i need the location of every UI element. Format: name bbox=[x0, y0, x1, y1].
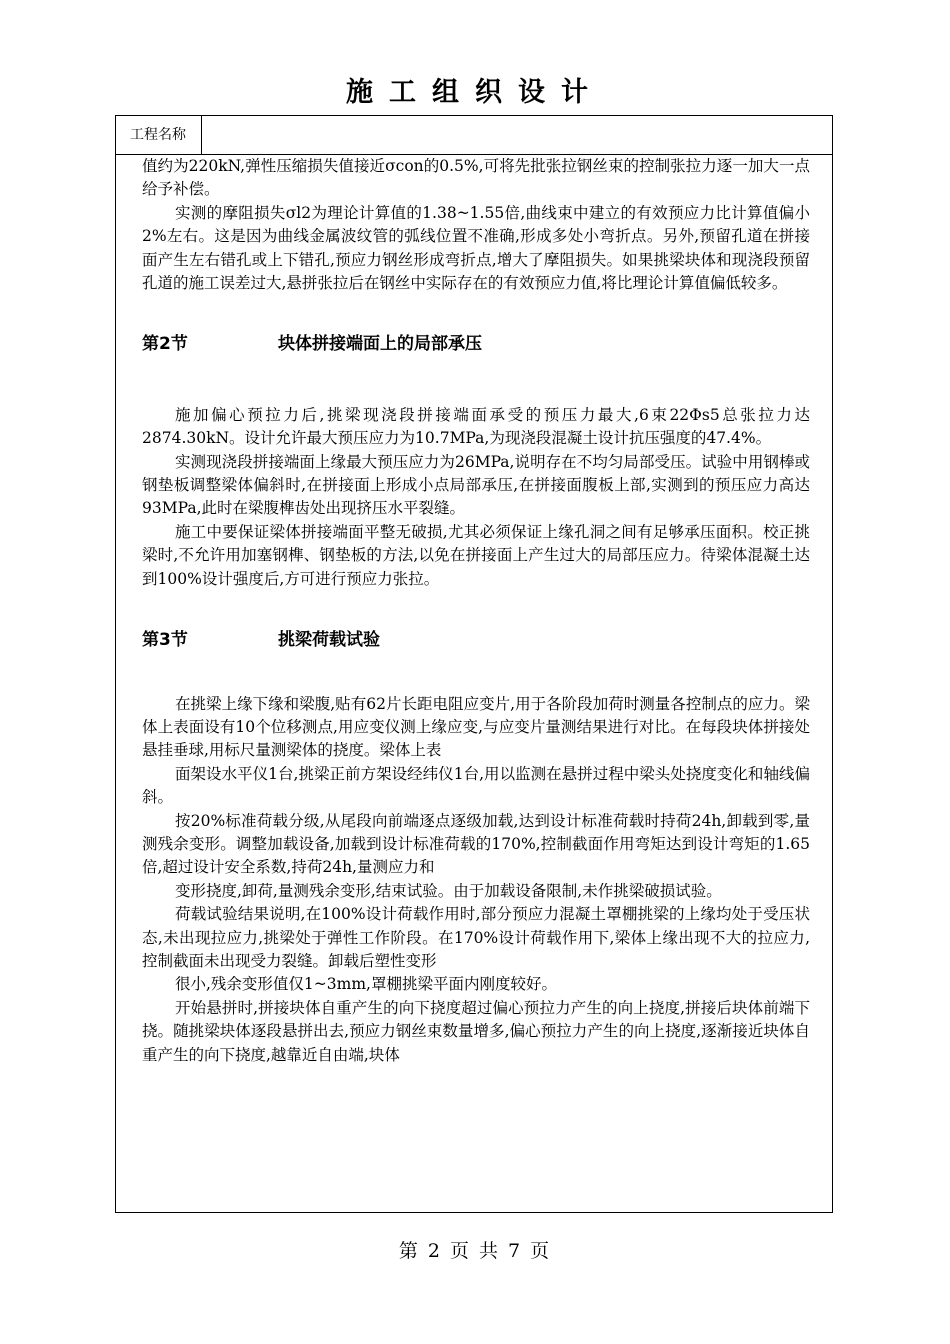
section-heading bbox=[142, 333, 810, 356]
paragraph: 值约为220kN,弹性压缩损失值接近σcon的0.5%,可将先批张拉钢丝束的控制张拉力逐一加大一点给予补偿。 bbox=[142, 157, 810, 199]
document-frame bbox=[115, 115, 833, 1213]
paragraph: 在挑梁上缘下缘和梁腹,贴有62片长距电阻应变片,用于各阶段加荷时测量各控制点的应力。梁体上表面设有10个位移测点,用应变仪测上缘应变,与应变片量测结果进行对比。在每段块体拼接处悬挂垂球,用标尺量测梁体的挠度。梁体上表 bbox=[142, 694, 810, 760]
paragraph: 面架设水平仪1台,挑梁正前方架设经纬仪1台,用以监测在悬拼过程中梁头处挠度变化和轴线偏斜。 bbox=[142, 764, 810, 807]
page-number: 第 2 页 共 7 页 bbox=[398, 1240, 552, 1262]
project-name-value bbox=[202, 116, 832, 154]
paragraph: 荷载试验结果说明,在100%设计荷载作用时,部分预应力混凝土罩棚挑梁的上缘均处于受压状态,未出现拉应力,挑梁处于弹性工作阶段。在170%设计荷载作用下,梁体上缘出现不大的拉应力,控制截面未出现受力裂缝。卸载后塑性变形 bbox=[142, 905, 810, 970]
body-content bbox=[116, 155, 832, 1067]
section-title: 挑梁荷载试验 bbox=[278, 630, 380, 651]
section-number: 第2节 bbox=[142, 334, 188, 355]
paragraph: 实测现浇段拼接端面上缘最大预压应力为26MPa,说明存在不均匀局部受压。试验中用钢棒或钢垫板调整梁体偏斜时,在拼接面上形成小点局部承压,在拼接面腹板上部,实测到的预压应力高达93MPa,此时在梁腹榫齿处出现挤压水平裂缝。 bbox=[142, 452, 810, 518]
paragraph: 实测的摩阻损失σl2为理论计算值的1.38~1.55倍,曲线束中建立的有效预应力比计算值偏小2%左右。这是因为曲线金属波纹管的弧线位置不准确,形成多处小弯折点。另外,预留孔道在拼接面产生左右错孔或上下错孔,预应力钢丝形成弯折点,增大了摩阻损失。如果挑梁块体和现浇段预留孔道的施工误差过大,悬拼张拉后在钢丝中实际存在的有效预应力值,将比理论计算值偏低较多。 bbox=[142, 203, 810, 293]
paragraph: 施加偏心预拉力后,挑梁现浇段拼接端面承受的预压力最大,6束22Φs5总张拉力达2874.30kN。设计允许最大预压应力为10.7MPa,为现浇段混凝土设计抗压强度的47.4%。 bbox=[142, 405, 810, 448]
project-name-label: 工程名称 bbox=[116, 116, 202, 154]
section-heading bbox=[142, 629, 810, 652]
paragraph: 很小,残余变形值仅1~3mm,罩棚挑梁平面内刚度较好。 bbox=[175, 975, 557, 994]
document-title: 施工组织设计 bbox=[346, 77, 604, 108]
paragraph: 按20%标准荷载分级,从尾段向前端逐点逐级加载,达到设计标准荷载时持荷24h,卸载到零,量测残余变形。调整加载设备,加载到设计标准荷载的170%,控制截面作用弯矩达到设计弯矩的1.65倍,超过设计安全系数,持荷24h,量测应力和 bbox=[142, 811, 810, 877]
paragraph: 开始悬拼时,拼接块体自重产生的向下挠度超过偏心预拉力产生的向上挠度,拼接后块体前端下挠。随挑梁块体逐段悬拼出去,预应力钢丝束数量增多,偏心预拉力产生的向上挠度,逐渐接近块体自重产生的向下挠度,越靠近自由端,块体 bbox=[142, 998, 810, 1064]
section-title: 块体拼接端面上的局部承压 bbox=[278, 334, 482, 355]
section-number: 第3节 bbox=[142, 630, 188, 651]
paragraph: 变形挠度,卸荷,量测残余变形,结束试验。由于加载设备限制,未作挑梁破损试验。 bbox=[175, 881, 722, 900]
project-name-row bbox=[116, 116, 832, 155]
paragraph: 施工中要保证梁体拼接端面平整无破损,尤其必须保证上缘孔洞之间有足够承压面积。校正挑梁时,不允许用加塞钢榫、钢垫板的方法,以免在拼接面上产生过大的局部压应力。待梁体混凝土达到100%设计强度后,方可进行预应力张拉。 bbox=[142, 522, 810, 588]
